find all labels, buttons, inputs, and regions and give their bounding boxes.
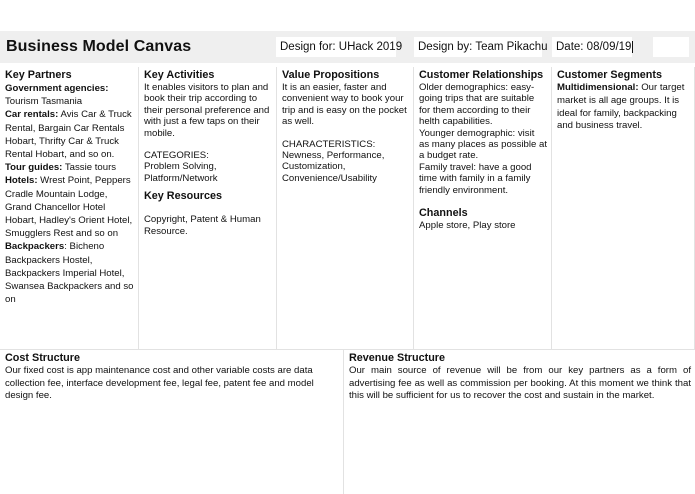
key-activities-text: It enables visitors to plan and book their trip according to their personal preference and with just a few taps on their mobile. <box>144 82 270 139</box>
gov-text: Tourism Tasmania <box>5 96 83 108</box>
value-propositions-title: Value Propositions <box>282 69 380 81</box>
text-cursor <box>632 41 633 53</box>
revenue-structure-text: Our main source of revenue will be from our key partners as a form of advertising fee as well as commission per booking. At this moment we think that this will be sufficient for us to recover the cost and sustain in the market. <box>349 365 691 402</box>
channels-text: Apple store, Play store <box>419 220 516 232</box>
older-demographics-text: Older demographics: easy-going trips that are suitable for them according to their helth capabilities. <box>419 82 535 128</box>
gov-label: Government agencies: <box>5 83 109 94</box>
canvas-grid <box>0 67 695 494</box>
customer-segments-text: Our target market is all age groups. It is ideal for family, backpacking and business travel. <box>557 82 685 132</box>
value-propositions-text: It is an easier, faster and convenient way to book your trip and is easy on the pocket as well. <box>282 82 407 128</box>
tour-label: Tour guides: <box>5 162 63 174</box>
customer-segments-section[interactable] <box>552 67 695 349</box>
value-propositions-section[interactable] <box>277 67 414 349</box>
cost-structure-section[interactable] <box>0 349 344 494</box>
characteristics-text: Newness, Performance, Customization, Convenience/Usability <box>282 150 385 184</box>
backpackers-label: Backpackers <box>5 241 65 253</box>
canvas-header <box>0 31 695 63</box>
younger-demographic-text: Younger demographic: visit as many places as possible at a budget rate. <box>419 127 547 162</box>
multidimensional-label: Multidimensional: <box>557 82 639 93</box>
cost-structure-text: Our fixed cost is app maintenance cost and other variable costs are data collection fee, interface development fee, legal fee, patent fee and model design fee. <box>5 365 314 402</box>
key-activities-section[interactable] <box>139 67 277 349</box>
hotels-text: Wrest Point, Peppers Cradle Mountain Lodge, Grand Chancellor Hotel Hobart, Hadley's Orient Hotel, Smugglers Rest and so on <box>5 175 133 240</box>
car-text: Avis Car & Truck Rental, Bargain Car Rentals Hobart, Thrifty Car & Truck Rental Hobart, and so on. <box>5 109 132 161</box>
tour-text: Tassie tours <box>62 162 117 174</box>
family-travel-text: Family travel: have a good time with family in a family friendly environment. <box>419 161 532 196</box>
cost-structure-title: Cost Structure <box>5 352 80 364</box>
key-resources-text: Copyright, Patent & Human Resource. <box>144 214 261 237</box>
categories-label: CATEGORIES: <box>144 150 209 162</box>
hotels-label: Hotels: <box>5 175 38 187</box>
date-field[interactable] <box>552 37 632 57</box>
car-label: Car rentals: <box>5 109 59 121</box>
customer-segments-title: Customer Segments <box>557 69 662 81</box>
extra-field[interactable] <box>653 37 689 57</box>
revenue-structure-title: Revenue Structure <box>349 352 446 364</box>
design-for-field[interactable]: Design for: UHack 2019 <box>276 37 396 57</box>
key-activities-title: Key Activities <box>144 69 215 81</box>
revenue-structure-section[interactable] <box>344 349 695 494</box>
backpackers-text: : Bicheno Backpackers Hostel, Backpackers Imperial Hotel, Swansea Backpackers and so on <box>5 241 134 306</box>
design-by-field[interactable]: Design by: Team Pikachu <box>414 37 542 57</box>
categories-text: Problem Solving, Platform/Network <box>144 161 218 184</box>
key-resources-title: Key Resources <box>144 190 223 203</box>
date-text: Date: 08/09/19 <box>556 41 632 53</box>
customer-relationships-title: Customer Relationships <box>419 69 544 81</box>
customer-relationships-section[interactable] <box>414 67 552 349</box>
page-title: Business Model Canvas <box>6 38 192 55</box>
channels-title: Channels <box>419 207 468 220</box>
key-partners-section[interactable] <box>0 67 139 349</box>
characteristics-label: CHARACTERISTICS: <box>282 138 376 150</box>
key-partners-title: Key Partners <box>5 69 72 81</box>
